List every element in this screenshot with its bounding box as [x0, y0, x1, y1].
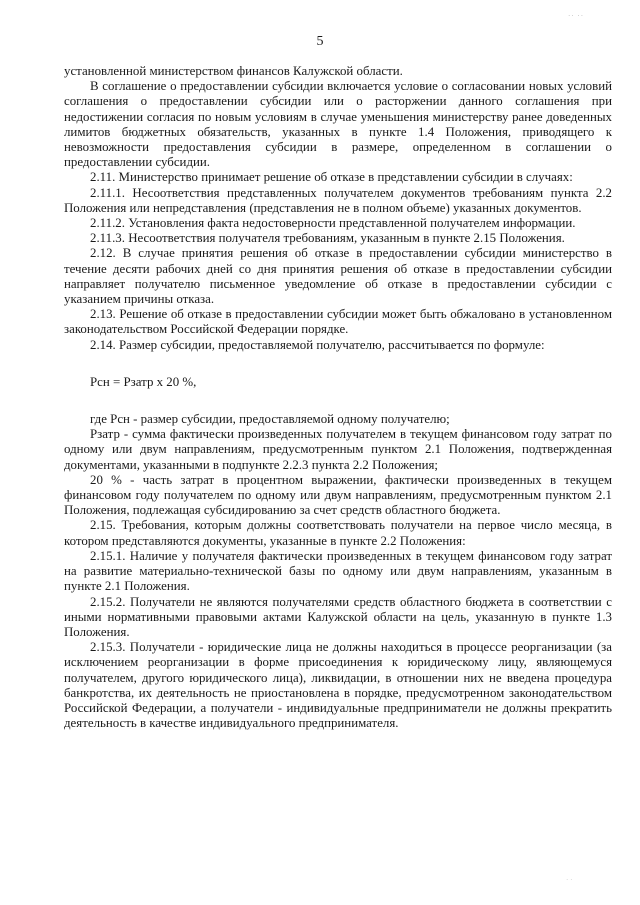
- document-body: [64, 64, 612, 731]
- bottom-scan-mark: · ·: [566, 876, 573, 884]
- paragraph-2-14: 2.14. Размер субсидии, предоставляемой получателю, рассчитывается по формуле:: [90, 337, 545, 352]
- paragraph-2-11-1: 2.11.1. Несоответствия представленных получателем документов требованиям пункта 2.2 Положения или непредставления (представления не в полном объеме) указанных документов.: [64, 185, 612, 215]
- corner-stamp-mark: ·· ··: [568, 12, 585, 20]
- paragraph-2-11: 2.11. Министерство принимает решение об отказе в представлении субсидии в случаях:: [90, 170, 573, 185]
- paragraph-2-15-2: 2.15.2. Получатели не являются получателями средств областного бюджета в соответствии с иными нормативными правовыми актами Калужской области на цель, указанную в пункте 1.3 Положения.: [64, 594, 612, 639]
- paragraph-agreement-condition: В соглашение о предоставлении субсидии включается условие о согласовании новых условий соглашения о предоставлении субсидии или о расторжении данного соглашения при недостижении согласия по новым условиям в случае уменьшения министерству ранее доведенных лимитов бюджетных обязательств, указанных в пункте 1.4 Положения, приводящего к невозможности предоставления субсидии в размере, определенном в соглашении о предоставлении субсидии.: [64, 79, 612, 170]
- paragraph-continuation: установленной министерством финансов Калужской области.: [64, 64, 403, 78]
- paragraph-2-12: 2.12. В случае принятия решения об отказе в предоставлении субсидии министерство в течение десяти рабочих дней со дня принятия решения об отказе в предоставлении субсидии направляет получателю письменное уведомление об отказе в предоставлении субсидии с указанием причины отказа.: [64, 246, 612, 307]
- formula-definition-rsn: где Рсн - размер субсидии, предоставляемой одному получателю;: [90, 412, 450, 427]
- paragraph-2-15: 2.15. Требования, которым должны соответствовать получатели на первое число месяца, в котором представляются документы, указанные в пункте 2.2 Положения:: [64, 518, 612, 548]
- paragraph-2-15-3: 2.15.3. Получатели - юридические лица не должны находиться в процессе реорганизации (за исключением реорганизации в форме присоединения к юридическому лицу, являющемуся получателем, другого юридического лица), ликвидации, в отношении них не введена процедура банкротства, их деятельность не приостановлена в порядке, предусмотренном законодательством Российской Федерации, а получатели - индивидуальные предприниматели не должны прекратить деятельность в качестве индивидуального предпринимателя.: [64, 640, 612, 731]
- paragraph-2-13: 2.13. Решение об отказе в предоставлении субсидии может быть обжаловано в установленном законодательством Российской Федерации порядке.: [64, 307, 612, 337]
- paragraph-2-11-3: 2.11.3. Несоответствия получателя требованиям, указанным в пункте 2.15 Положения.: [90, 231, 565, 246]
- paragraph-2-11-2: 2.11.2. Установления факта недостоверности представленной получателем информации.: [90, 216, 576, 231]
- page-number: 5: [316, 34, 324, 49]
- paragraph-2-15-1: 2.15.1. Наличие у получателя фактически произведенных в текущем финансовом году затрат на развитие материально-технической базы по одному или двум направлениям, указанным в пункте 2.1 Положения.: [64, 548, 612, 594]
- formula-definition-percent: 20 % - часть затрат в процентном выражении, фактически произведенных в текущем финансовом году получателем по одному или двум направлениям, предусмотренным пунктом 2.1 Положения, подлежащая субсидированию за счет средств областного бюджета.: [64, 472, 612, 518]
- formula-definition-rzatr: Рзатр - сумма фактически произведенных получателем в текущем финансовом году затрат по одному или двум направлениям, предусмотренным пунктом 2.1 Положения, подтвержденная документами, указанными в подпункте 2.2.3 пункта 2.2 Положения;: [64, 427, 612, 472]
- subsidy-formula: Рсн = Рзатр х 20 %,: [90, 374, 197, 389]
